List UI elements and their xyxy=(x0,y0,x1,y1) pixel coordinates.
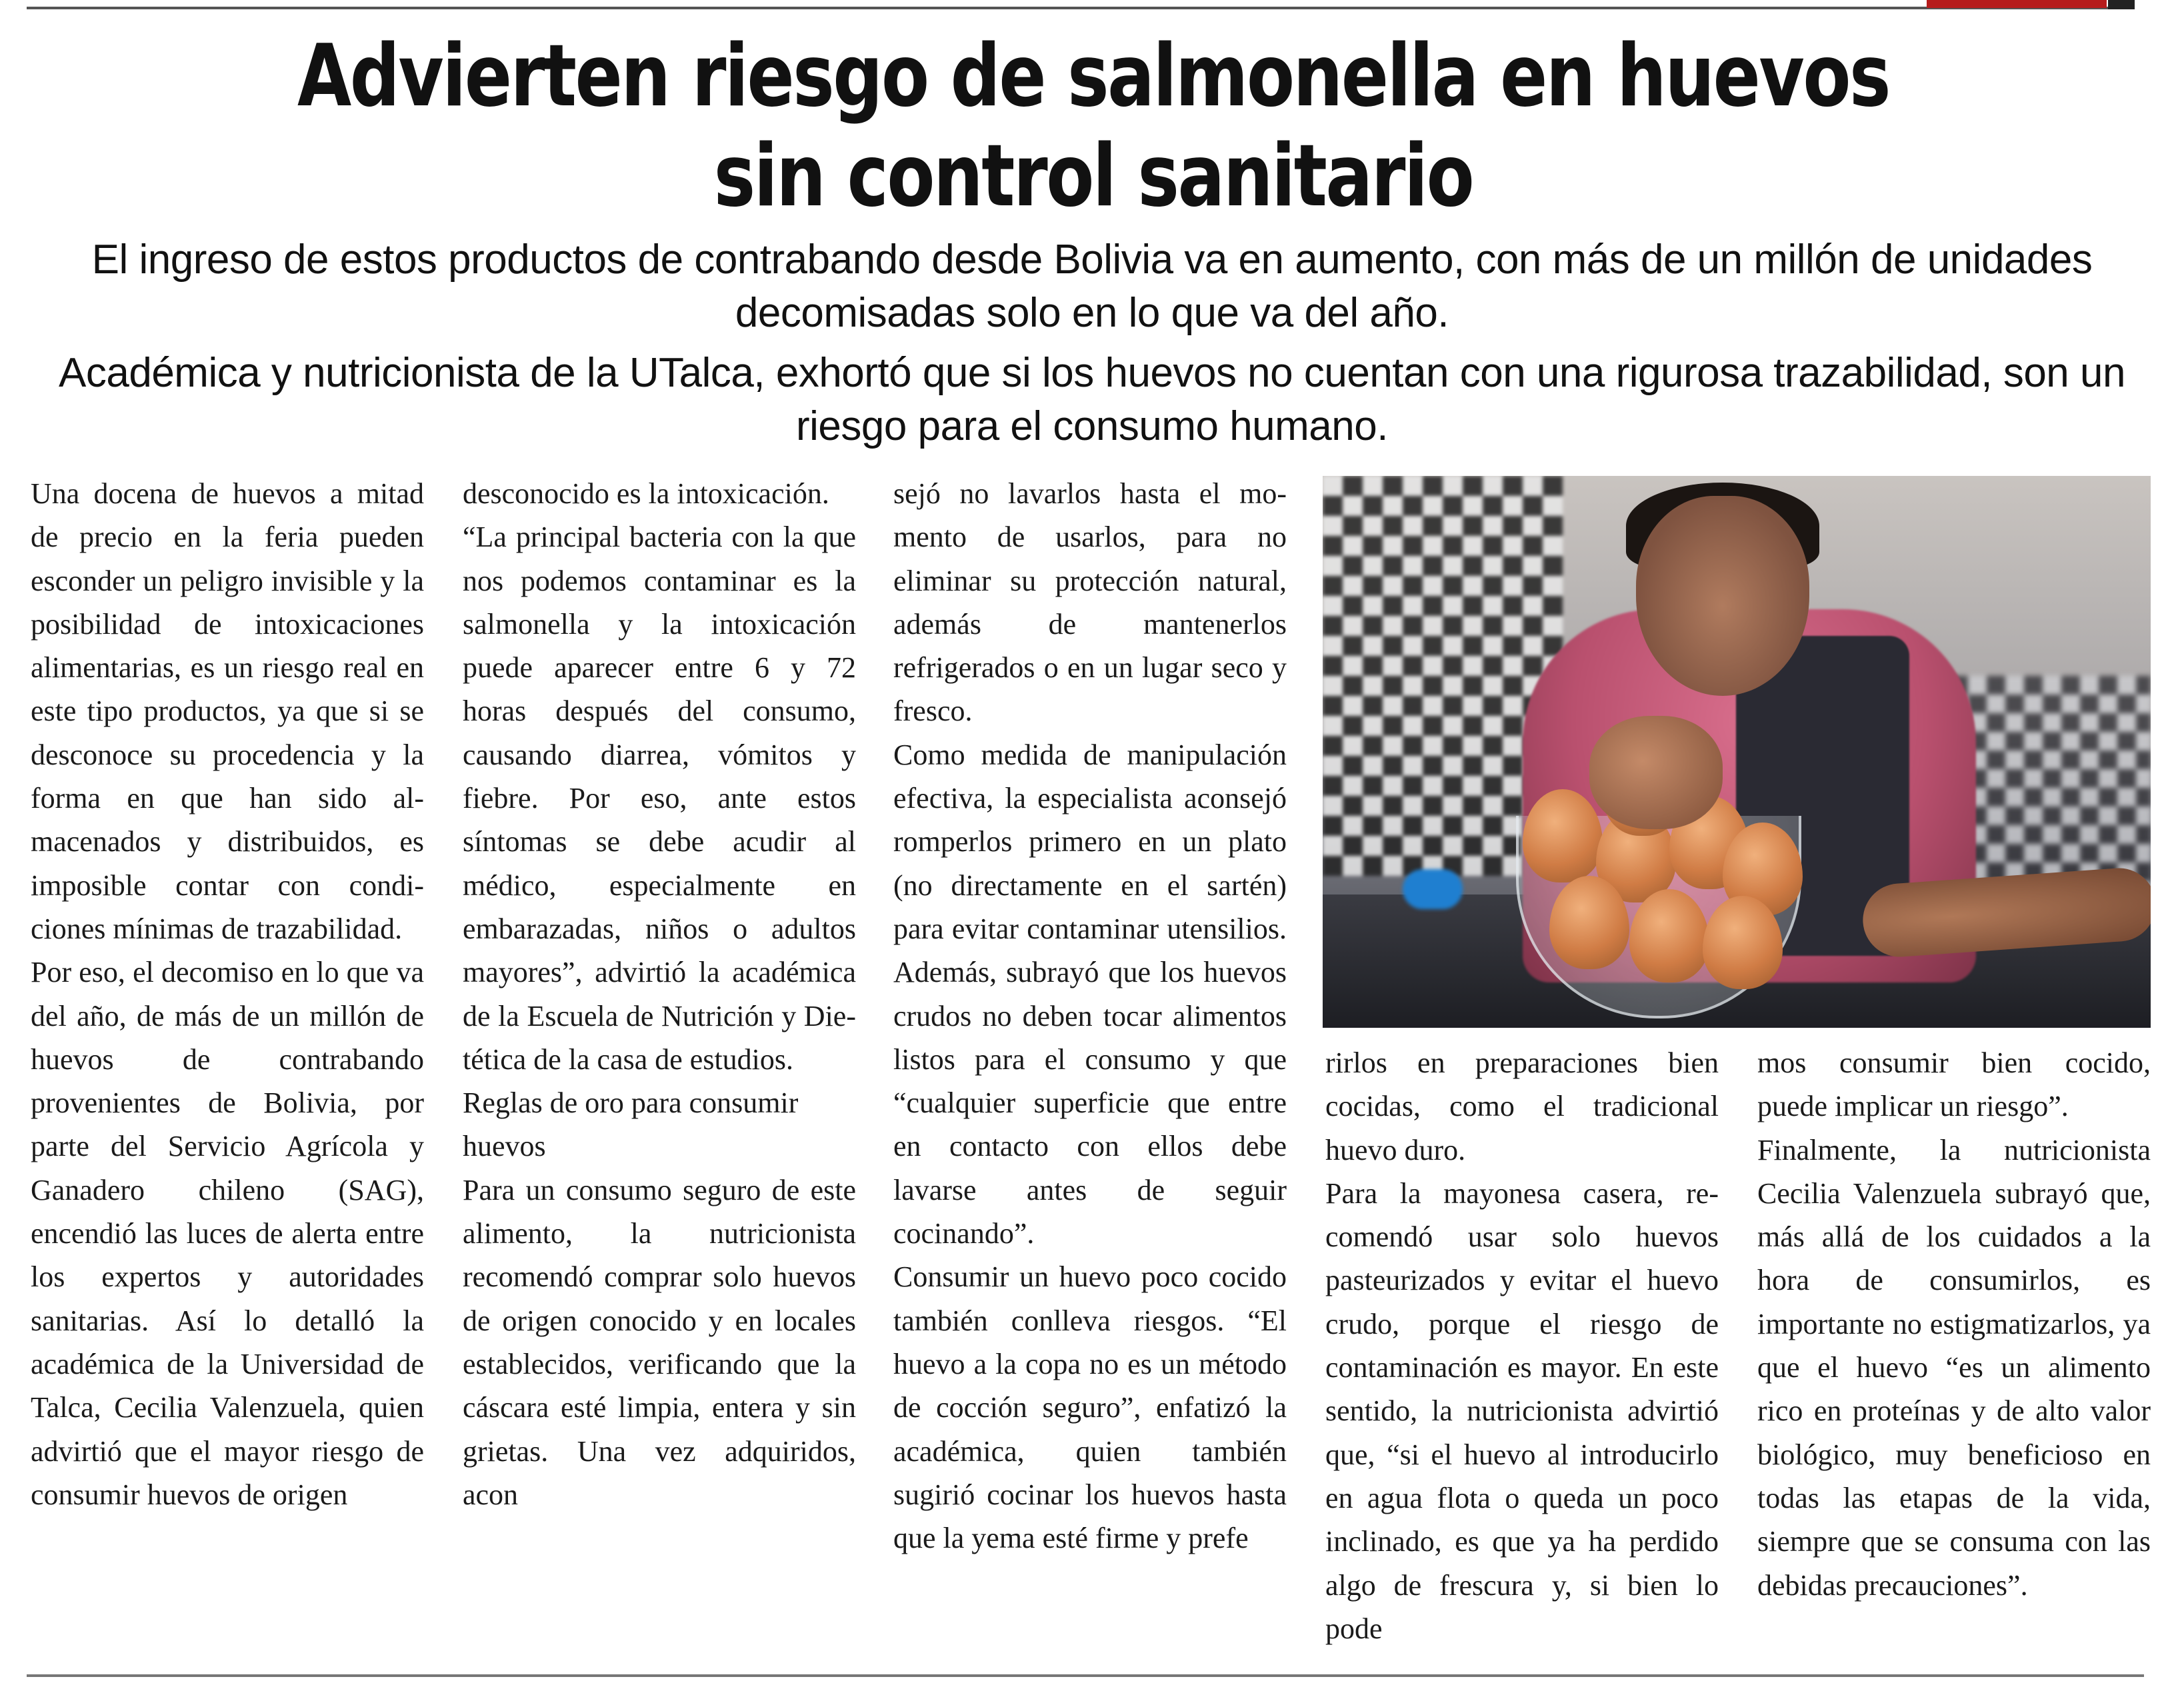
photo-person-head xyxy=(1636,496,1809,696)
paragraph: mos consumir bien cocido, puede implicar un riesgo”. xyxy=(1757,1046,2151,1123)
paragraph: Para un consumo seguro de este alimento, la nutricionista recomendó comprar solo huevos de origen conocido y en locales establecidos, verificando que la cáscara esté limpia, entera y sin grietas. Una vez adquiridos, acon xyxy=(463,1173,856,1511)
paragraph: Como medida de manipulación efectiva, la especialista aconsejó romperlos primero en un plato (no directamente en el sartén) para evitar contaminar utensilios. Además, subrayó que los huevos crudos no deben tocar alimentos listos para el consumo y que “cualquier superficie que entre en contacto con ellos debe lavarse antes de seguir cocinando”. xyxy=(893,738,1287,1250)
paragraph: Para la mayonesa casera, recomendó usar solo huevos pasteurizados y evitar el huevo crudo, porque el riesgo de contaminación es mayor. En este sentido, la nutricionista advirtió que, “si el huevo al introducirlo en agua flota o queda un poco inclinado, es que ya ha perdido algo de frescura y, si bien lo pode xyxy=(1325,1176,1719,1645)
section-tab xyxy=(1927,0,2107,8)
article-column-3 xyxy=(893,472,1287,1560)
photo-person-hand xyxy=(1589,716,1723,829)
headline: Advierten riesgo de salmonella en huevos sin control sanitario xyxy=(297,27,1890,226)
paragraph: Por eso, el decomiso en lo que va del año, de más de un millón de huevos de contrabando provenientes de Bolivia, por parte del Servicio Agrícola y Ganadero chileno (SAG), encendió las luces de alerta entre los expertos y autoridades sanitarias. Así lo detalló la académica de la Universidad de Talca, Cecilia Valenzuela, quien advirtió que el mayor riesgo de consumir huevos de origen xyxy=(31,956,424,1511)
article-column-5 xyxy=(1757,1041,2151,1607)
bottom-rule xyxy=(27,1674,2144,1677)
paragraph: Consumir un huevo poco cocido también conlleva riesgos. “El huevo a la copa no es un método de cocción seguro”, enfatizó la académica, quien también sugirió cocinar los huevos hasta que la yema esté firme y prefe xyxy=(893,1260,1287,1555)
article-column-4 xyxy=(1325,1041,1719,1650)
article-column-1 xyxy=(31,472,424,1516)
paragraph: sejó no lavarlos hasta el momento de usarlos, para no eliminar su protección natural, además de mantenerlos refrigerados o en un lugar seco y fresco. xyxy=(893,477,1287,728)
paragraph: Finalmente, la nutricionista Cecilia Valenzuela subrayó que, más allá de los cuidados a la hora de consumirlos, es importante no estigmatizarlos, ya que el huevo “es un alimento rico en proteínas y de alto valor biológico, muy beneficioso en todas las etapas de la vida, siempre que se consuma con las debidas precauciones”. xyxy=(1757,1133,2151,1602)
paragraph: rirlos en preparaciones bien cocidas, como el tradicional huevo duro. xyxy=(1325,1046,1719,1166)
deck-second: Académica y nutricionista de la UTalca, exhortó que si los huevos no cuentan con una rigurosa trazabilidad, son un riesgo para el consumo humano. xyxy=(59,350,2125,449)
section-tab-marker xyxy=(2108,0,2135,9)
article-column-2 xyxy=(463,472,856,1516)
paragraph: Una docena de huevos a mitad de precio en la feria pueden esconder un peligro invisible y la posibilidad de intoxicaciones alimentarias, es un riesgo real en este tipo productos, ya que si se desconoce su procedencia y la forma en que han sido almacenados y distribuidos, es imposible contar con condiciones mínimas de trazabilidad. xyxy=(31,477,424,945)
photo-blue-object xyxy=(1403,869,1463,909)
top-rule xyxy=(27,7,2133,9)
deck-first: El ingreso de estos productos de contrabando desde Bolivia va en aumento, con más de un millón de unidades decomisadas solo en lo que va del año. xyxy=(91,237,2093,336)
paragraph: desconocido es la intoxicación. xyxy=(463,477,829,510)
subheading: Reglas de oro para consumir huevos xyxy=(463,1086,799,1163)
article-photo xyxy=(1323,476,2151,1028)
paragraph: “La principal bacteria con la que nos podemos contaminar es la salmonella y la intoxicación puede aparecer entre 6 y 72 horas después del consumo, causando diarrea, vómitos y fiebre. Por eso, ante estos síntomas se debe acudir al médico, especialmente en embarazadas, niños o adultos mayores”, advirtió la académica de la Escuela de Nutrición y Dietética de la casa de estudios. xyxy=(463,521,856,1076)
